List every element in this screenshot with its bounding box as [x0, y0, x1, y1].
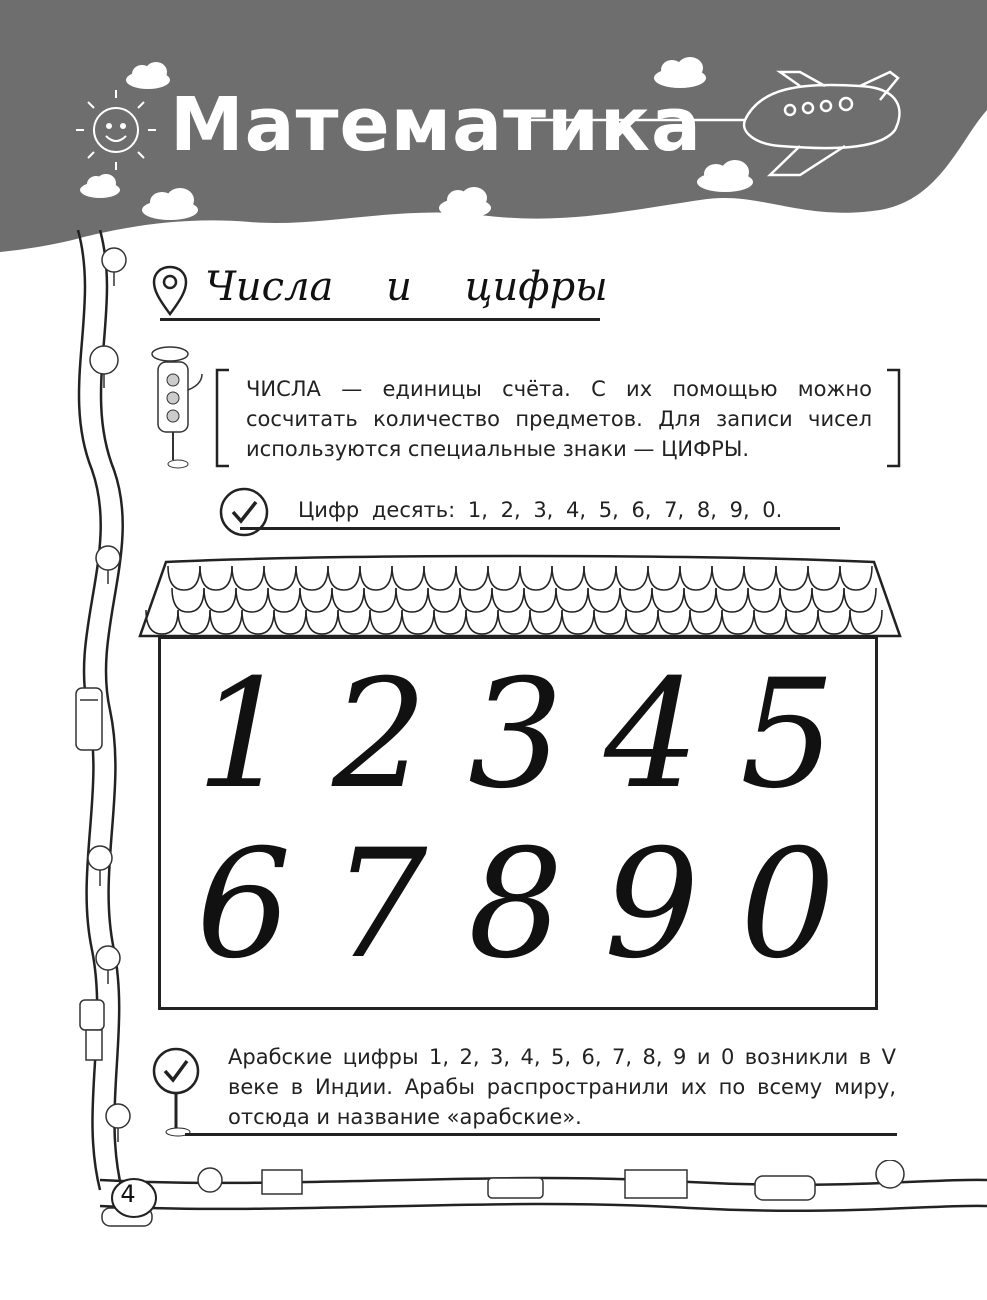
digit-8: 8 [468, 818, 564, 992]
digit-4: 4 [604, 648, 700, 822]
digits-count-note: Цифр десять: 1, 2, 3, 4, 5, 6, 7, 8, 9, 0. [298, 498, 783, 522]
checkmark-icon [218, 486, 270, 538]
bus-icon [76, 688, 102, 750]
digit-1: 1 [196, 648, 292, 822]
tree-icon [876, 1160, 904, 1188]
road-decoration [0, 230, 150, 1230]
truck-icon [488, 1178, 543, 1198]
location-pin-icon [150, 264, 190, 316]
arabic-digits-note: Арабские цифры 1, 2, 3, 4, 5, 6, 7, 8, 9 и 0 возникли в V веке в Индии. Арабы распространили их по всему миру, отсюда и название «арабские». [228, 1045, 896, 1129]
digit-3: 3 [468, 648, 564, 822]
building-icon [625, 1170, 687, 1198]
section-title-underline [160, 318, 600, 321]
digit-9: 9 [604, 818, 700, 992]
digit-7: 7 [332, 818, 428, 992]
definition-text: ЧИСЛА — единицы счёта. С их помощью можно сосчитать количество предметов. Для записи чисел используются специальные знаки — ЦИФРЫ. [246, 377, 872, 461]
car-icon [755, 1176, 815, 1200]
digit-5: 5 [740, 648, 836, 822]
bottom-road-decoration [90, 1160, 987, 1240]
page-title: Математика [170, 82, 702, 168]
digits-note-underline [240, 527, 840, 530]
arabic-note-underline [185, 1133, 897, 1136]
section-title: Числа и цифры [205, 264, 608, 310]
digit-2: 2 [332, 648, 428, 822]
digit-0: 0 [740, 818, 836, 992]
traffic-light-icon [140, 340, 215, 475]
car-icon [80, 1000, 104, 1060]
house-roof [138, 552, 903, 642]
road-sign-icon [150, 1045, 202, 1140]
digit-6: 6 [196, 818, 292, 992]
tree-icon [198, 1168, 222, 1192]
house-icon [262, 1170, 302, 1194]
page-number: 4 [120, 1180, 136, 1208]
